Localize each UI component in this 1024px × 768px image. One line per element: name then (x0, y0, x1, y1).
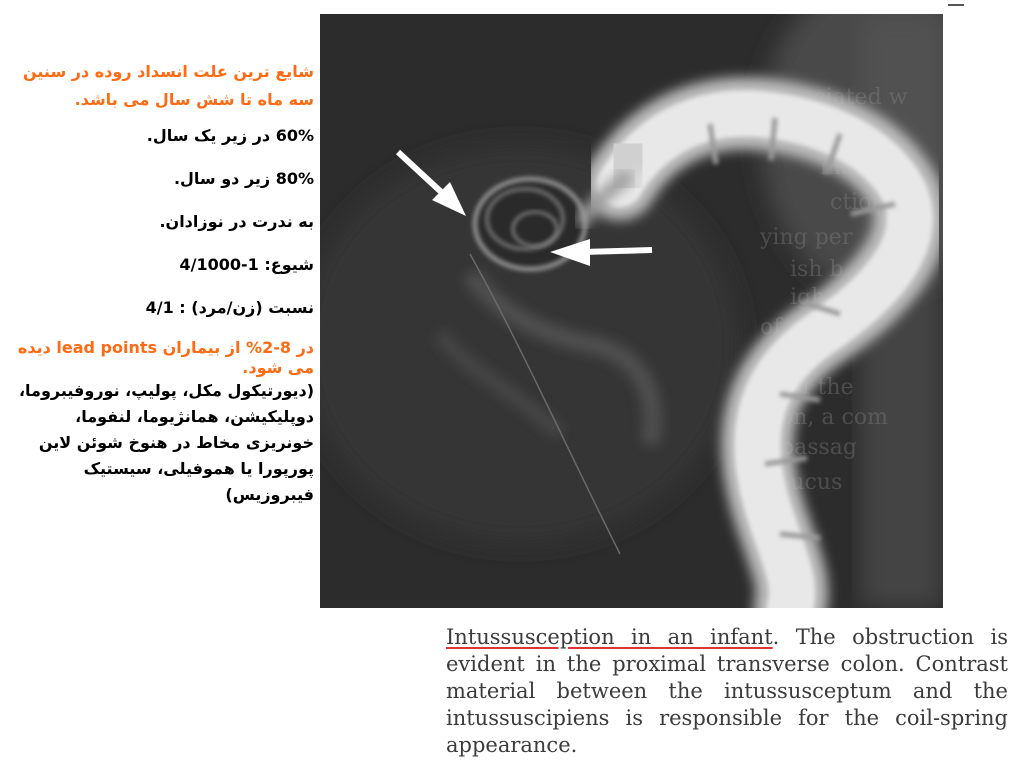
ghost-line: is the (770, 345, 832, 370)
page-edge-rule (948, 4, 964, 6)
ghost-line: e passag (760, 435, 857, 460)
stat-under-two-years: 80% زیر دو سال. (173, 169, 314, 188)
text-column (8, 58, 314, 508)
causes-text: (دیورتیکول مکل، پولیپ، نوروفیبروما، دوپلیکیشن، همانژیوما، لنفوما، خونریزی مخاط در هنوخ شوئن لاین پورپورا یا هموفیلی، سیستیک فیبروزیس) (18, 381, 314, 504)
stat-incidence: شیوع: 1-4/1000 (179, 255, 314, 274)
ghost-line: ying per (760, 225, 853, 250)
caption-title: Intussusception in an infant (446, 625, 773, 649)
figure-caption (244, 624, 1008, 759)
lead-points-text: در 8-2% از بیماران lead points دیده می شود. (17, 338, 314, 377)
ghost-line: ociated w (800, 85, 908, 110)
ghost-line: of symp (760, 315, 848, 340)
ghost-line: ms of the (750, 375, 854, 400)
intro-text: شایع ترین علت انسداد روده در سنین سه ماه تا شش سال می باشد. (22, 62, 314, 109)
stat-sex-ratio: نسبت (زن/مرد) : 4/1 (145, 298, 314, 317)
ghost-line: diffe (820, 120, 870, 145)
ghost-line: on, a com (780, 405, 888, 430)
ghost-line: mal e (820, 155, 882, 180)
radiograph-image (320, 14, 943, 608)
radiograph-drawing (320, 14, 943, 608)
caption-text: . The obstruction is evident in the proximal transverse colon. Contrast material between the intussusceptum and the intussuscipiens is responsible for the coil-spring appearance. (446, 625, 1009, 757)
ghost-line: y mucus (750, 470, 843, 495)
ghost-line: igher f (790, 285, 864, 310)
ghost-line: ish b (790, 257, 844, 282)
stat-under-one-year: 60% در زیر یک سال. (146, 126, 314, 145)
ghost-line: ction (830, 190, 886, 215)
stat-neonates: به ندرت در نوزادان. (159, 212, 314, 231)
